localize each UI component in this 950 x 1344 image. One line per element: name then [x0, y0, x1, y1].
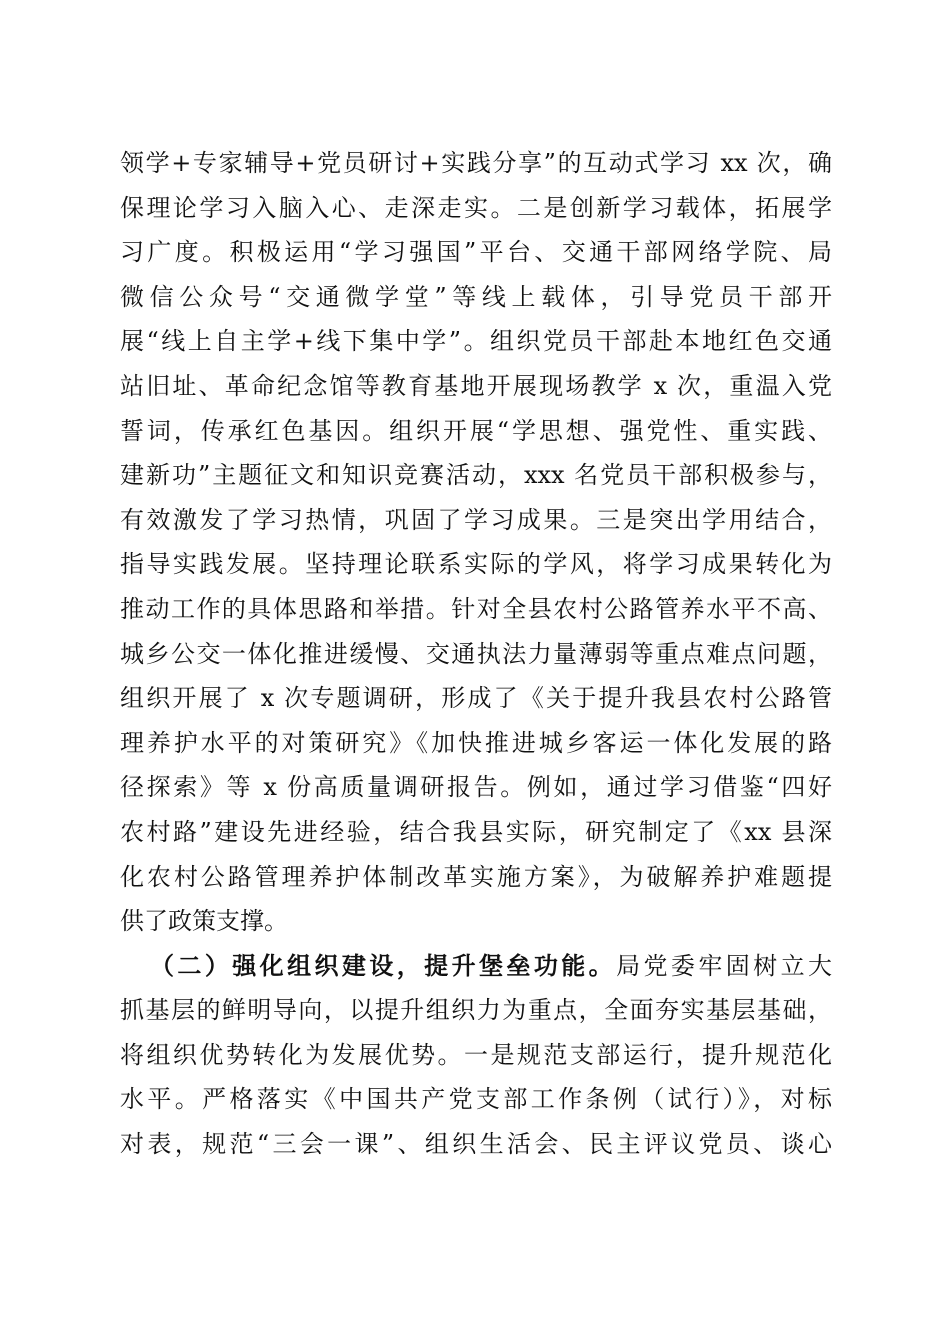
body-text — [120, 141, 832, 1167]
paragraph-2 — [120, 944, 832, 1167]
text-line: 农村路”建设先进经验，结合我县实际，研究制定了《xx 县深 — [120, 817, 832, 846]
text-line: 展“线上自主学+线下集中学”。组织党员干部赴本地红色交通 — [120, 327, 832, 356]
text-line: 径探索》等 x 份高质量调研报告。例如，通过学习借鉴“四好 — [120, 773, 832, 802]
text-line: 水平。严格落实《中国共产党支部工作条例（试行）》，对标 — [120, 1085, 832, 1114]
text-line: 誓词，传承红色基因。组织开展“学思想、强党性、重实践、 — [120, 416, 832, 445]
text-line: 推动工作的具体思路和举措。针对全县农村公路管养水平不高、 — [120, 594, 832, 623]
text-line: 供了政策支撑。 — [120, 907, 288, 936]
text-line: 微信公众号“交通微学堂”等线上载体，引导党员干部开 — [120, 282, 832, 311]
text-line: 习广度。积极运用“学习强国”平台、交通干部网络学院、局 — [120, 238, 832, 267]
paragraph-1 — [120, 141, 832, 944]
text-line: 化农村公路管理养护体制改革实施方案》，为破解养护难题提 — [120, 862, 832, 891]
text-line: 有效激发了学习热情，巩固了学习成果。三是突出学用结合， — [120, 505, 832, 534]
text-line: 站旧址、革命纪念馆等教育基地开展现场教学 x 次，重温入党 — [120, 371, 832, 400]
text-line: 将组织优势转化为发展优势。一是规范支部运行，提升规范化 — [120, 1040, 832, 1069]
text-line: 组织开展了 x 次专题调研，形成了《关于提升我县农村公路管 — [120, 684, 832, 713]
text-line: 指导实践发展。坚持理论联系实际的学风，将学习成果转化为 — [120, 550, 832, 579]
text-line: 领学+专家辅导+党员研讨+实践分享”的互动式学习 xx 次，确 — [120, 149, 832, 177]
text-line: 城乡公交一体化推进缓慢、交通执法力量薄弱等重点难点问题， — [120, 639, 832, 668]
text-line-first — [120, 944, 832, 989]
section-heading: （二）强化组织建设，提升堡垒功能。 — [150, 950, 617, 980]
text-line: 保理论学习入脑入心、走深走实。二是创新学习载体，拓展学 — [120, 193, 832, 222]
section-text: 局党委牢固树立大 — [616, 951, 832, 980]
text-line: 抓基层的鲜明导向，以提升组织力为重点，全面夯实基层基础， — [120, 996, 832, 1025]
text-line: 对表，规范“三会一课”、组织生活会、民主评议党员、谈心 — [120, 1130, 832, 1159]
text-line: 理养护水平的对策研究》《加快推进城乡客运一体化发展的路 — [120, 728, 832, 757]
text-line: 建新功”主题征文和知识竞赛活动，xxx 名党员干部积极参与， — [120, 461, 832, 490]
